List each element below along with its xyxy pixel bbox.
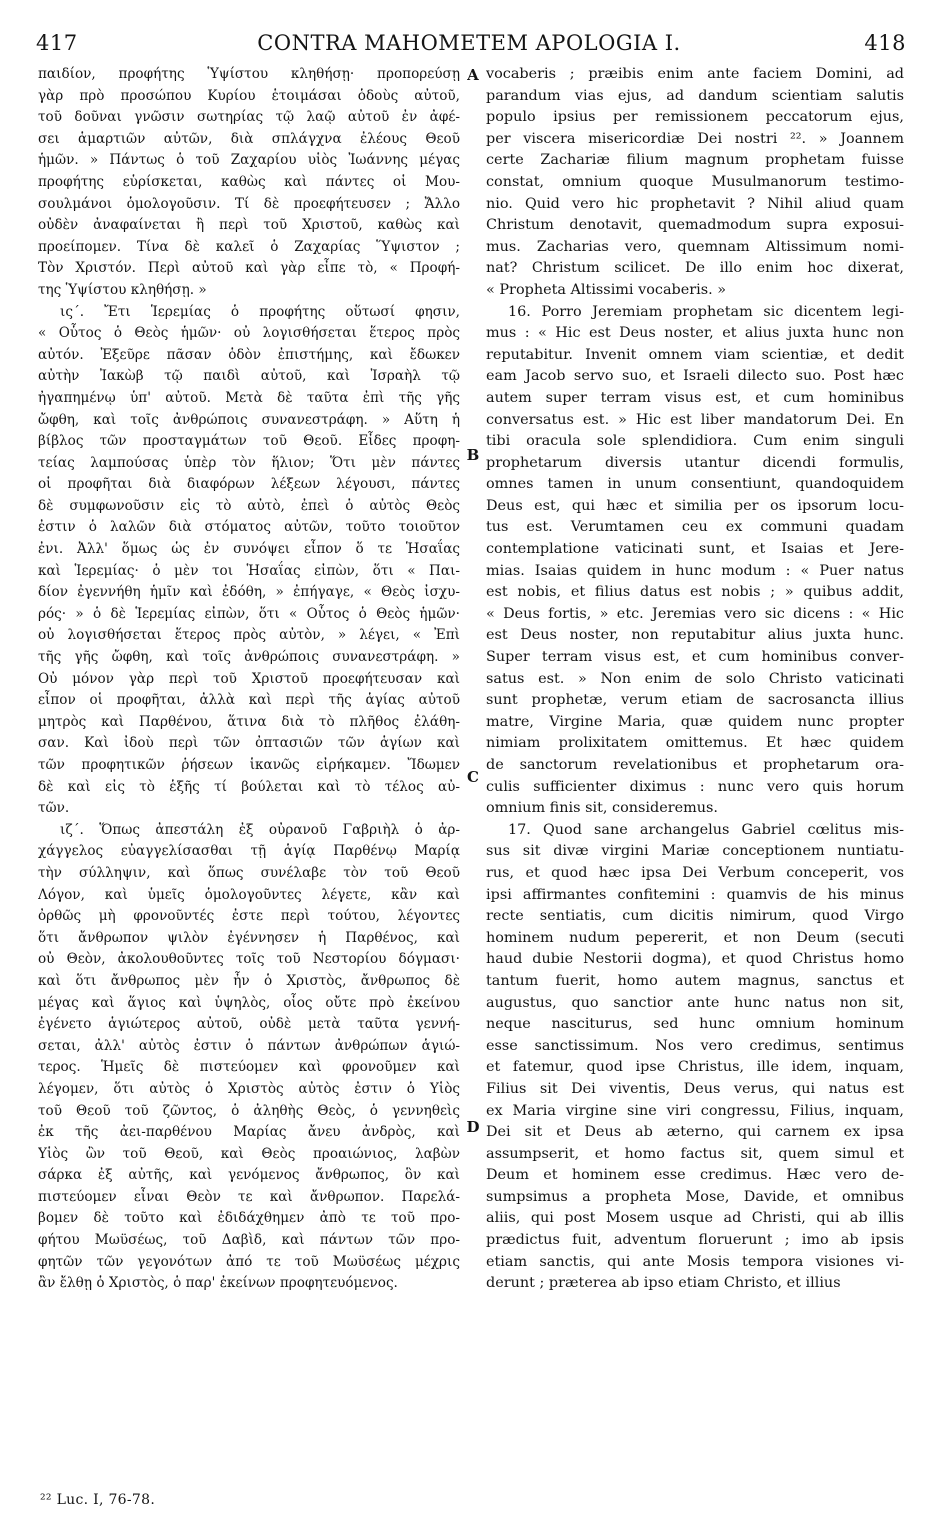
greek-text-line: λέγομεν, ὅτι αὐτὸς ὁ Χριστὸς αὐτὸς ἐστιν ὁ Υἱὸς: [38, 1080, 460, 1097]
greek-text-line: φητῶν τῶν γεγονότων ἀπό τε τοῦ Μωϋσέως μέχρις: [38, 1253, 460, 1270]
greek-text-line: δὲ καὶ εἰς τὸ ἑξῆς τί βούλεται καὶ τὸ τέλος αὐ-: [38, 778, 460, 795]
greek-text-line: Οὐ μόνον γὰρ περὶ τοῦ Χριστοῦ προεφήτευσαν καὶ: [38, 670, 460, 687]
latin-text-line: mus : « Hic est Deus noster, et alius juxta hunc non: [486, 325, 904, 342]
greek-text-line: οἱ προφῆται διὰ διαφόρων λέξεων λέγουσι, πάντες: [38, 476, 460, 493]
latin-text-line: conversatus est. » Hic est liber mandatorum Dei. En: [486, 411, 904, 428]
latin-text-line: vocaberis ; præibis enim ante faciem Domini, ad: [486, 66, 904, 82]
latin-text-line: etiam sanctis, qui ante Mosis tempora visiones vi-: [486, 1253, 904, 1270]
latin-text-line: « Deus fortis, » etc. Jeremias vero sic dicens : « Hic: [486, 605, 904, 622]
latin-text-line: ipsi affirmantes confitemini : quamvis de his minus: [486, 886, 904, 903]
greek-text-line: σάρκα ἐξ αὐτῆς, καὶ γενόμενος ἄνθρωπος, ὃν καὶ: [38, 1167, 460, 1184]
latin-text-line: recte sentiatis, cum dicitis nimirum, quod Virgo: [486, 908, 904, 925]
greek-text-line: μητρὸς καὶ Παρθένου, ἅτινα διὰ τὸ πλῆθος ἐλάθη-: [38, 713, 460, 730]
latin-text-line: assumpserit, et homo factus sit, quem simul et: [486, 1145, 904, 1162]
latin-text-line: tibi oracula sole splendidiora. Cum enim singuli: [486, 433, 904, 450]
latin-text-line: Christum denotavit, quemadmodum supra exposui-: [486, 217, 904, 234]
greek-text-line: ἐγένετο ἁγιώτερος αὐτοῦ, οὐδὲ μετὰ ταῦτα γεννή-: [38, 1016, 460, 1033]
latin-text-line: de sanctorum revelationibus et prophetarum ora-: [486, 757, 904, 773]
latin-text-line: mias. Isaias quidem in hunc modum : « Puer natus: [486, 562, 904, 579]
latin-text-line: 17. Quod sane archangelus Gabriel cœlitus mis-: [508, 821, 904, 838]
latin-text-line: omnes tamen in unum consentiunt, quandoquidem: [486, 476, 904, 493]
greek-text-line: ἐνι. Ἀλλ' ὅμως ὡς ἐν συνόψει εἶπον ὅ τε Ἡσαΐας: [38, 541, 460, 558]
greek-text-line: τῆς γῆς ὤφθη, καὶ τοῖς ἀνθρώποις συνανεστράφη. »: [38, 649, 460, 666]
greek-text-line: καὶ ὅτι ἄνθρωπος μὲν ἦν ὁ Χριστὸς, ἄνθρωπος δὲ: [38, 972, 460, 989]
greek-text-line: σαν. Καὶ ἰδοὺ περὶ τῶν ὀπτασιῶν τῶν ἁγίων καὶ: [38, 735, 460, 752]
greek-text-line: βομεν δὲ τοῦτο καὶ ἐδιδάχθημεν ἀπὸ τε τοῦ προ-: [38, 1210, 460, 1227]
latin-text-line: satus est. » Non enim de solo Christo vaticinati: [486, 670, 904, 687]
greek-text-line: οὐ λογισθήσεται ἕτερος πρὸς αὐτὸν, » λέγει, « Ἐπὶ: [38, 627, 460, 644]
left-page-number: 417: [36, 31, 78, 55]
latin-text-line: hominem nudum pepererit, et non Deum (secuti: [486, 929, 904, 946]
greek-text-line: γὰρ πρὸ προσώπου Κυρίου ἑτοιμάσαι ὁδοὺς αὐτοῦ,: [38, 87, 460, 104]
latin-text-line: constat, omnium quoque Musulmanorum testimo-: [486, 173, 904, 190]
running-title: CONTRA MAHOMETEM APOLOGIA I.: [257, 31, 681, 55]
latin-text-line: neque nasciturus, sed hunc omnium hominum: [486, 1016, 904, 1033]
latin-text-line: 16. Porro Jeremiam prophetam sic dicentem legi-: [508, 303, 904, 320]
greek-text-line: ις΄. Ἔτι Ἱερεμίας ὁ προφήτης οὕτωσί φησιν,: [60, 303, 460, 320]
latin-text-line: tantum fuerit, homo autem magnus, sanctus et: [486, 972, 904, 989]
greek-text-line: τοῦ δοῦναι γνῶσιν σωτηρίας τῷ λαῷ αὐτοῦ ἐν ἀφέ-: [38, 109, 460, 126]
greek-text-line: βίβλος τῶν προσταγμάτων τοῦ Θεοῦ. Εἶδες προφη-: [38, 433, 460, 450]
latin-text-line: prophetarum diversis utantur dicendi formulis,: [486, 454, 904, 471]
greek-text-line: τῶν προφητικῶν ῥήσεων ἱκανῶς εἰρήκαμεν. Ἴδωμεν: [38, 757, 460, 773]
latin-text-line: Super terram visus est, et cum hominibus conver-: [486, 649, 904, 666]
greek-text-line: δὲ συμφωνοῦσιν εἰς τὸ αὐτὸ, ἐπεὶ ὁ αὐτὸς Θεὸς: [38, 497, 460, 514]
greek-text-line: ἐστιν ὁ λαλῶν διὰ στόματος αὐτῶν, τοῦτο τοιοῦτον: [38, 519, 460, 536]
latin-text-line: tus est. Verumtamen ceu ex communi quadam: [486, 519, 904, 536]
greek-text-line: φήτου Μωϋσέως, τοῦ Δαβὶδ, καὶ πάντων τῶν προ-: [38, 1232, 460, 1249]
greek-text-line: τείας λαμπούσας ὑπὲρ τὸν ἥλιον; Ὅτι μὲν πάντες: [38, 454, 460, 471]
greek-text-line: ὤφθη, καὶ τοῖς ἀνθρώποις συνανεστράφη. » Αὕτη ἡ: [38, 411, 460, 428]
greek-text-line: ιζ΄. Ὅπως ἀπεστάλη ἐξ οὐρανοῦ Γαβριὴλ ὁ ἀρ-: [60, 821, 460, 838]
greek-text-line: οὐ Θεὸν, ἀκολουθοῦντες τοῖς τοῦ Νεστορίου δόγμασι·: [38, 951, 460, 968]
latin-text-line: culis sufficienter diximus : nunc vero quis horum: [486, 778, 904, 795]
greek-text-line: προφήτης εὑρίσκεται, καθὼς καὶ πάντες οἱ Μου-: [38, 173, 460, 190]
greek-text-line: ἠγαπημένῳ ὑπ' αὐτοῦ. Μετὰ δὲ ταῦτα ἐπὶ τῆς γῆς: [38, 389, 460, 406]
latin-text-line: populo ipsius per remissionem peccatorum ejus,: [486, 109, 904, 126]
footnote: ²² Luc. I, 76-78.: [40, 1492, 156, 1508]
latin-column: [486, 64, 904, 1295]
greek-text-line: της Ὑψίστου κληθήσῃ. »: [38, 281, 207, 298]
latin-text-line: sumpsimus a propheta Mose, Davide, et omnibus: [486, 1188, 904, 1205]
greek-text-line: σει ἁμαρτιῶν αὐτῶν, διὰ σπλάγχνα ἐλέους Θεοῦ: [38, 130, 460, 147]
latin-text-line: reputabitur. Invenit omnem viam scientiæ, et dedit: [486, 346, 904, 363]
greek-text-line: ἡμῶν. » Πάντως ὁ τοῦ Ζαχαρίου υἱὸς Ἰωάννης μέγας: [38, 152, 460, 169]
section-marker-d: D: [466, 1118, 480, 1136]
latin-text-line: autem super terram visus est, et cum hominibus: [486, 389, 904, 406]
greek-text-line: παιδίον, προφήτης Ὑψίστου κληθήσῃ· προπορεύσῃ: [38, 66, 460, 82]
greek-text-line: χάγγελος εὐαγγελίσασθαι τῇ ἁγίᾳ Παρθένῳ Μαρίᾳ: [38, 843, 460, 860]
latin-text-line: est Deus noster, non reputabitur alius juxta hunc.: [486, 627, 904, 644]
latin-text-line: omnium finis sit, consideremus.: [486, 800, 718, 817]
latin-text-line: mus. Zacharias vero, quemnam Altissimum nomi-: [486, 238, 904, 255]
greek-text-line: Τὸν Χριστόν. Περὶ αὐτοῦ καὶ γὰρ εἶπε τὸ, « Προφή-: [38, 260, 460, 277]
latin-text-line: nat? Christum scilicet. De illo enim hoc dixerat,: [486, 260, 904, 277]
latin-text-line: derunt ; præterea ab ipso etiam Christo, et illius: [486, 1275, 841, 1292]
latin-text-line: « Propheta Altissimi vocaberis. »: [486, 281, 727, 298]
greek-text-line: καὶ Ἱερεμίας· ὁ μὲν τοι Ἡσαΐας εἰπὼν, ὅτι « Παι-: [38, 562, 460, 579]
latin-text-line: haud dubie Nestorii dogma), et quod Christus homo: [486, 951, 904, 968]
latin-text-line: per viscera misericordiæ Dei nostri ²². » Joannem: [486, 130, 904, 147]
greek-text-line: εἶπον οἱ προφῆται, ἀλλὰ καὶ περὶ τῆς ἁγίας αὐτοῦ: [38, 692, 460, 709]
greek-text-line: αὐτόν. Ἐξεῦρε πᾶσαν ὁδὸν ἐπιστήμης, καὶ ἔδωκεν: [38, 346, 460, 363]
latin-text-line: parandum vias ejus, ad dandum scientiam salutis: [486, 87, 904, 104]
greek-text-line: τὴν σύλληψιν, καὶ ὅπως συνέλαβε τὸν τοῦ Θεοῦ: [38, 864, 460, 881]
section-marker-a: A: [467, 66, 479, 84]
greek-text-line: ὅτι ἄνθρωπον ψιλὸν ἐγέννησεν ἡ Παρθένος, καὶ: [38, 929, 460, 946]
greek-text-line: σεται, ἀλλ' αὐτὸς ἐστιν ὁ πάντων ἀνθρώπων ἁγιώ-: [38, 1037, 460, 1054]
latin-text-line: augustus, quo sanctior ante hunc natus non sit,: [486, 994, 904, 1011]
latin-text-line: Dei sit et Deus ab æterno, qui carnem ex ipsa: [486, 1124, 904, 1141]
latin-text-line: nio. Quid vero hic prophetavit ? Nihil aliud quam: [486, 195, 904, 212]
latin-text-line: et fatemur, quod ipse Christus, ille idem, inquam,: [486, 1059, 904, 1076]
greek-text-line: ἂν ἔλθῃ ὁ Χριστὸς, ὁ παρ' ἐκείνων προφητευόμενος.: [38, 1275, 398, 1292]
latin-text-line: esse sanctissimum. Nos vero credimus, sentimus: [486, 1037, 904, 1054]
greek-text-line: σουλμάνοι ὁμολογοῦσιν. Τί δὲ προεφήτευσεν ; Ἄλλο: [38, 195, 460, 212]
greek-text-line: τερος. Ἡμεῖς δὲ πιστεύομεν καὶ φρονοῦμεν καὶ: [38, 1059, 460, 1076]
greek-text-line: τῶν.: [38, 800, 70, 817]
latin-text-line: rus, et quod hæc ipsa Dei Verbum conceperit, vos: [486, 864, 904, 881]
latin-text-line: Deus est, qui hæc et similia per os ipsorum locu-: [486, 497, 904, 514]
latin-text-line: sunt prophetæ, verum etiam de sacrosancta illius: [486, 692, 904, 709]
latin-text-line: Deum et hominem esse credimus. Hæc vero de-: [486, 1167, 904, 1184]
latin-text-line: sus sit divæ virgini Mariæ conceptionem nuntiatu-: [486, 843, 904, 860]
greek-column: [38, 64, 460, 1295]
greek-text-line: ὀρθῶς μὴ φρονοῦντές ἐστε περὶ τούτου, λέγοντες: [38, 908, 460, 925]
section-marker-b: B: [466, 446, 480, 464]
latin-text-line: certe Zachariæ filium magnum prophetam fuisse: [486, 152, 904, 169]
greek-text-line: Λόγον, καὶ ὑμεῖς ὁμολογοῦντες λέγετε, κἂν καὶ: [38, 886, 460, 903]
latin-text-line: prædictus fuit, adventum floruerunt ; imo ab ipsis: [486, 1232, 904, 1249]
greek-text-line: πιστεύομεν εἶναι Θεὸν τε καὶ ἄνθρωπον. Παρελά-: [38, 1188, 460, 1205]
right-page-number: 418: [864, 31, 906, 55]
latin-text-line: eam Jacob servo suo, et Israeli dilecto suo. Post hæc: [486, 368, 904, 385]
latin-text-line: nimiam prolixitatem omittemus. Et hæc quidem: [486, 735, 904, 752]
greek-text-line: ἐκ τῆς ἀει-παρθένου Μαρίας ἄνευ ἀνδρὸς, καὶ: [38, 1124, 460, 1141]
latin-text-line: Filius sit Dei viventis, Deus verus, qui natus est: [486, 1080, 904, 1097]
greek-text-line: « Οὗτος ὁ Θεὸς ἡμῶν· οὐ λογισθήσεται ἕτερος πρὸς: [38, 325, 460, 342]
latin-text-line: contemplatione vaticinati sunt, et Isaias et Jere-: [486, 541, 904, 558]
greek-text-line: τοῦ Θεοῦ τοῦ ζῶντος, ὁ ἀληθὴς Θεὸς, ὁ γεννηθεὶς: [38, 1102, 460, 1119]
greek-text-line: ρός· » ὁ δὲ Ἱερεμίας εἰπὼν, ὅτι « Οὗτος ὁ Θεὸς ἡμῶν·: [38, 605, 460, 622]
greek-text-line: Υἱὸς ὢν τοῦ Θεοῦ, καὶ Θεὸς προαιώνιος, λαβὼν: [38, 1145, 460, 1162]
latin-text-line: matre, Virgine Maria, quæ quidem nunc propter: [486, 713, 904, 730]
greek-text-line: δίον ἐγεννήθη ἡμῖν καὶ ἐδόθη, » ἐπήγαγε, « Θεὸς ἰσχυ-: [38, 584, 460, 601]
greek-text-line: οὐδὲν ἀναφαίνεται ἢ περὶ τοῦ Χριστοῦ, καθὼς καὶ: [38, 217, 460, 234]
greek-text-line: αὐτὴν Ἰακὼβ τῷ παιδὶ αὐτοῦ, καὶ Ἰσραὴλ τῷ: [38, 368, 460, 385]
section-marker-c: C: [467, 768, 479, 786]
latin-text-line: aliis, qui post Mosem usque ad Christi, qui ab illis: [486, 1210, 904, 1227]
latin-text-line: est nobis, et filius datus est nobis ; » quibus addit,: [486, 584, 904, 601]
greek-text-line: μέγας καὶ ἅγιος καὶ ὑψηλὸς, οἷος οὔτε πρὸ ἐκείνου: [38, 994, 460, 1011]
greek-text-line: προείπομεν. Τίνα δὲ καλεῖ ὁ Ζαχαρίας Ὕψιστον ;: [38, 238, 460, 255]
latin-text-line: ex Maria virgine sine viri congressu, Filius, inquam,: [486, 1102, 904, 1119]
